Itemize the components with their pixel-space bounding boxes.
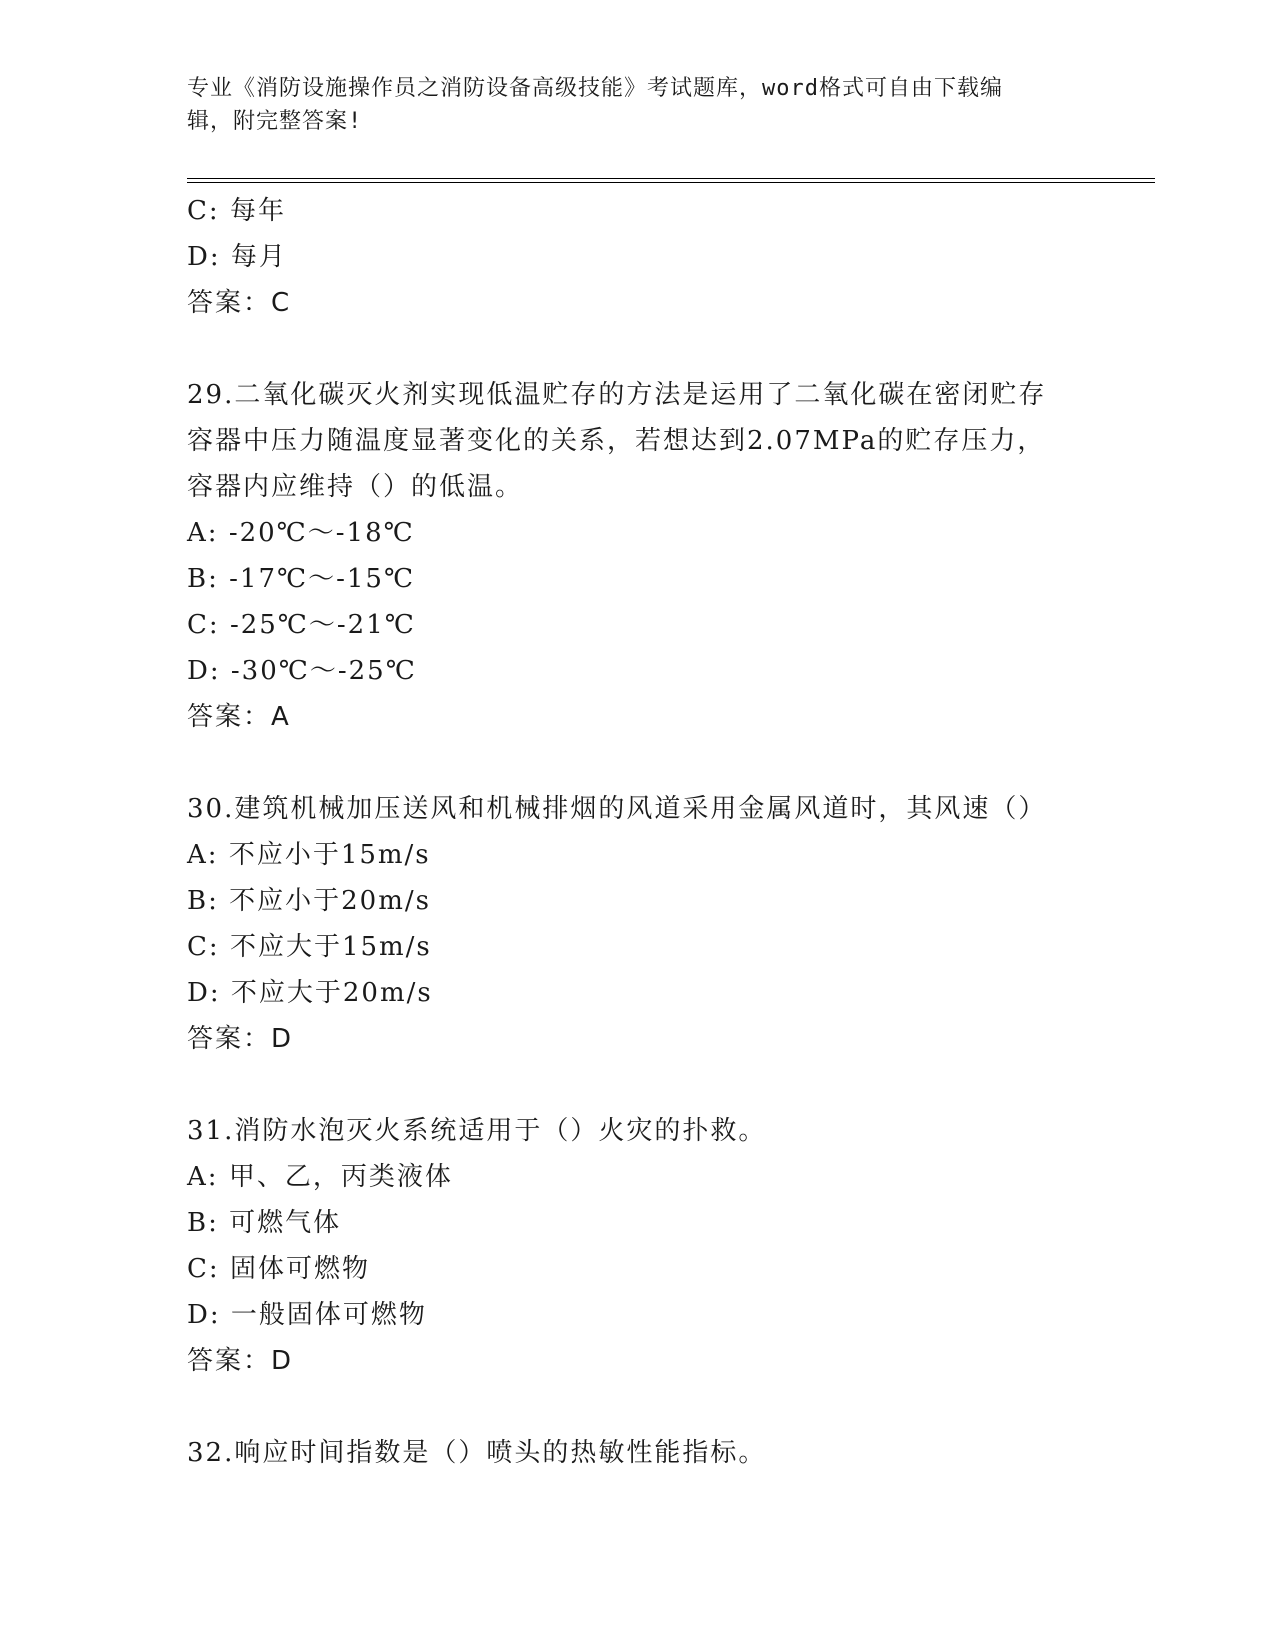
option-a: A: 不应小于15m/s	[187, 840, 431, 870]
question-list	[187, 188, 1087, 1476]
question-32	[187, 1430, 1087, 1476]
answer-line: 答案：D	[187, 1024, 294, 1054]
header-line-1: 专业《消防设施操作员之消防设备高级技能》考试题库，word格式可自由下载编	[187, 76, 1003, 101]
question-text: 30.建筑机械加压送风和机械排烟的风道采用金属风道时，其风速（）	[187, 794, 1047, 824]
question-29	[187, 372, 1087, 740]
answer-line: 答案：C	[187, 288, 292, 318]
option-a: A: 甲、乙，丙类液体	[187, 1162, 453, 1192]
option-c: C: 每年	[187, 196, 286, 226]
question-text: 32.响应时间指数是（）喷头的热敏性能指标。	[187, 1438, 767, 1468]
option-c: C: 固体可燃物	[187, 1254, 370, 1284]
question-text: 31.消防水泡灭火系统适用于（）火灾的扑救。	[187, 1116, 767, 1146]
question-text-cont: 容器中压力随温度显著变化的关系，若想达到2.07MPa的贮存压力，	[187, 426, 1046, 456]
question-28-tail	[187, 188, 1087, 326]
option-c: C: 不应大于15m/s	[187, 932, 432, 962]
question-text-cont: 容器内应维持（）的低温。	[187, 472, 524, 502]
header-divider-thin	[187, 182, 1155, 183]
question-text: 29.二氧化碳灭火剂实现低温贮存的方法是运用了二氧化碳在密闭贮存	[187, 380, 1047, 410]
document-header	[187, 72, 1067, 138]
option-d: D: 一般固体可燃物	[187, 1300, 427, 1330]
header-divider-thick	[187, 178, 1155, 179]
option-c: C: -25℃～-21℃	[187, 610, 416, 640]
header-line-2: 辑，附完整答案!	[187, 109, 363, 134]
question-31	[187, 1108, 1087, 1384]
answer-line: 答案：D	[187, 1346, 294, 1376]
answer-line: 答案：A	[187, 702, 291, 732]
option-d: D: 每月	[187, 242, 287, 272]
option-b: B: -17℃～-15℃	[187, 564, 416, 594]
option-d: D: -30℃～-25℃	[187, 656, 417, 686]
question-30	[187, 786, 1087, 1062]
option-b: B: 可燃气体	[187, 1208, 342, 1238]
option-b: B: 不应小于20m/s	[187, 886, 431, 916]
option-a: A: -20℃～-18℃	[187, 518, 415, 548]
option-d: D: 不应大于20m/s	[187, 978, 433, 1008]
